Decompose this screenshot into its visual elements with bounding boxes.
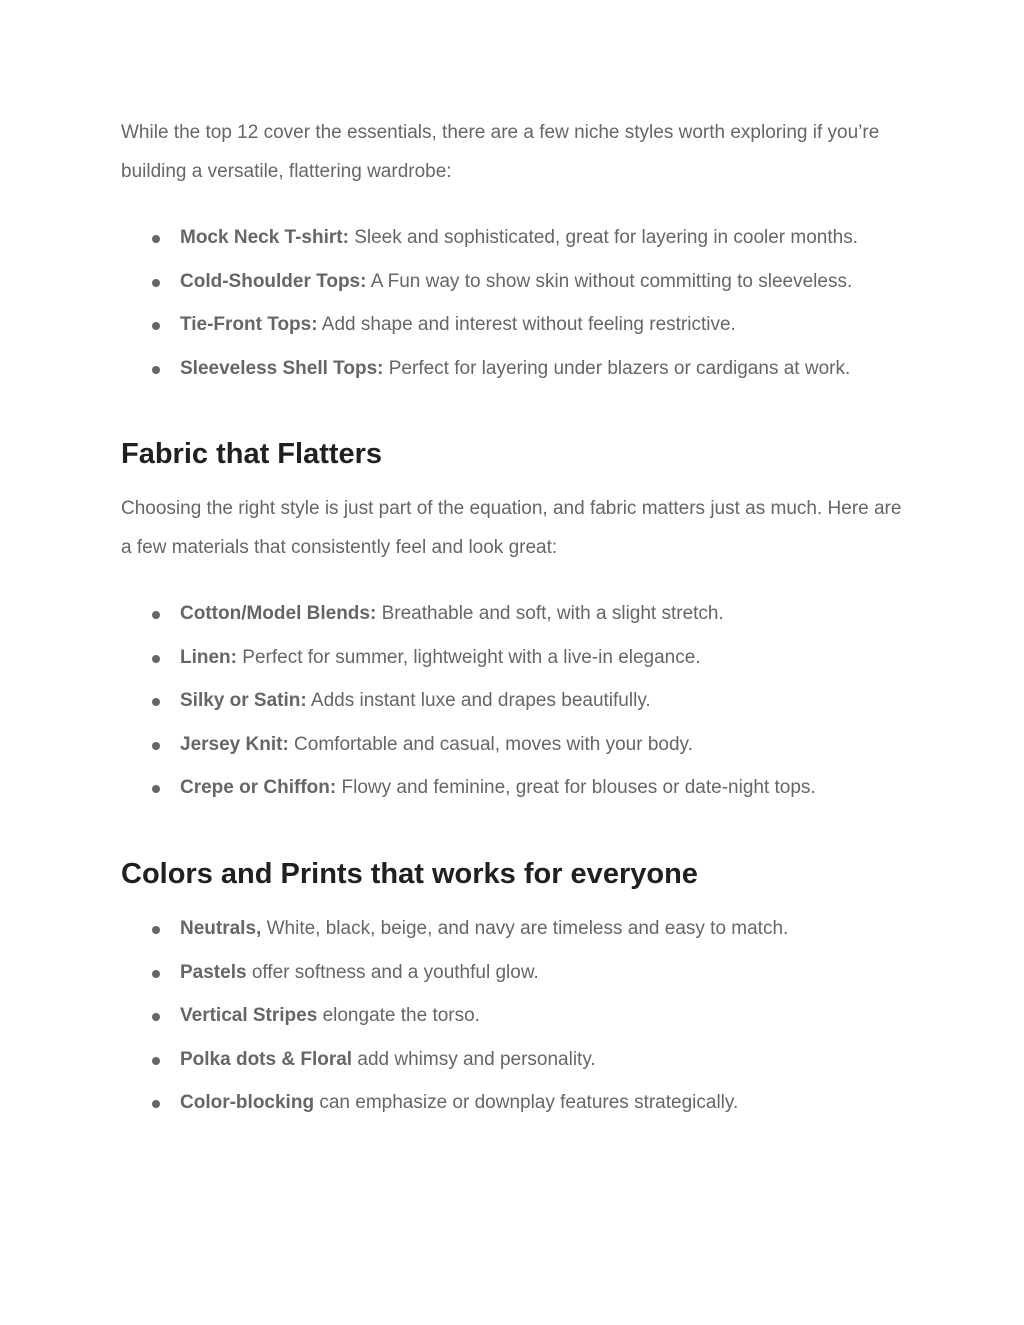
list-item <box>121 733 921 777</box>
item-term: Sleeveless Shell Tops: <box>180 357 384 379</box>
list-item <box>121 1004 921 1048</box>
item-description: Perfect for layering under blazers or cardigans at work. <box>383 357 851 379</box>
list-item <box>121 270 921 314</box>
item-description: Adds instant luxe and drapes beautifully. <box>306 690 651 711</box>
item-term: Linen: <box>180 646 237 668</box>
item-term: Color-blocking <box>180 1092 315 1113</box>
bullet-icon <box>152 1057 160 1065</box>
item-description: White, black, beige, and navy are timeless and easy to match. <box>261 918 789 939</box>
list-item <box>121 961 921 1005</box>
bullet-icon <box>152 698 160 706</box>
item-description: Sleek and sophisticated, great for layering in cooler months. <box>348 227 858 248</box>
list-item <box>121 646 921 690</box>
bullet-icon <box>152 655 160 663</box>
bullet-icon <box>152 366 160 374</box>
item-description: Breathable and soft, with a slight stretch. <box>376 603 724 624</box>
list-item <box>121 776 921 820</box>
list-item <box>121 357 921 401</box>
item-description: A Fun way to show skin without committing to sleeveless. <box>366 270 853 292</box>
bullet-icon <box>152 1013 160 1021</box>
fabric-paragraph: Choosing the right style is just part of the equation, and fabric matters just as much. Here are a few materials that consistently feel and look great: <box>121 498 902 558</box>
list-item <box>121 313 921 357</box>
intro-paragraph: While the top 12 cover the essentials, there are a few niche styles worth exploring if you’re building a versatile, flattering wardrobe: <box>121 122 880 182</box>
bullet-icon <box>152 235 160 243</box>
colors-heading: Colors and Prints that works for everyone <box>121 858 698 890</box>
item-term: Tie-Front Tops: <box>180 314 318 335</box>
item-description: elongate the torso. <box>317 1005 480 1026</box>
item-term: Silky or Satin: <box>180 690 307 711</box>
item-term: Crepe or Chiffon: <box>180 777 337 798</box>
bullet-icon <box>152 970 160 978</box>
bullet-icon <box>152 785 160 793</box>
bullet-icon <box>152 611 160 619</box>
item-term: Polka dots & Floral <box>180 1048 353 1070</box>
list-item <box>121 689 921 733</box>
item-description: can emphasize or downplay features strategically. <box>314 1092 739 1113</box>
item-description: offer softness and a youthful glow. <box>246 961 539 983</box>
item-description: add whimsy and personality. <box>352 1048 596 1070</box>
fabric-heading: Fabric that Flatters <box>121 438 383 470</box>
item-term: Cold-Shoulder Tops: <box>180 270 367 292</box>
item-description: Add shape and interest without feeling restrictive. <box>317 314 736 335</box>
item-description: Comfortable and casual, moves with your body. <box>288 733 693 755</box>
niche-styles-list <box>121 226 921 400</box>
list-item <box>121 602 921 646</box>
bullet-icon <box>152 322 160 330</box>
bullet-icon <box>152 742 160 750</box>
list-item <box>121 1048 921 1092</box>
item-description: Flowy and feminine, great for blouses or date-night tops. <box>336 777 816 798</box>
list-item <box>121 1091 921 1135</box>
item-description: Perfect for summer, lightweight with a live-in elegance. <box>237 646 701 668</box>
item-term: Pastels <box>180 961 247 983</box>
item-term: Mock Neck T-shirt: <box>180 227 349 248</box>
list-item <box>121 917 921 961</box>
bullet-icon <box>152 926 160 934</box>
item-term: Vertical Stripes <box>180 1005 318 1026</box>
fabric-list <box>121 602 921 820</box>
colors-list <box>121 917 921 1135</box>
bullet-icon <box>152 279 160 287</box>
item-term: Jersey Knit: <box>180 733 289 755</box>
bullet-icon <box>152 1100 160 1108</box>
item-term: Neutrals, <box>180 918 262 939</box>
item-term: Cotton/Model Blends: <box>180 603 377 624</box>
list-item <box>121 226 921 270</box>
